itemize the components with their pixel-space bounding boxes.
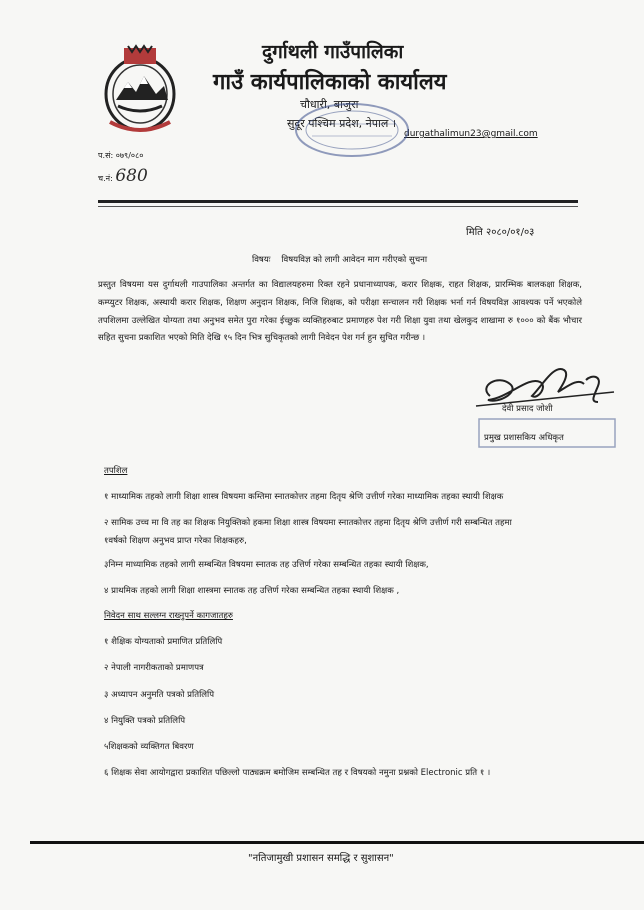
municipality-name: दुर्गाथली गाउँपालिका [262,41,404,63]
tapsil-item: ४ प्राथमिक तहको लागी शिक्षा शास्त्रमा स्नातक तह उत्तिर्ण गरेका सम्बन्धित तहका स्थायी शिक्षक , [104,586,400,596]
subject-label: विषयः [252,255,271,265]
signatory-name: देवी प्रसाद जोशी [502,404,553,414]
signatory-title: प्रमुख प्रशासकिय अधिकृत [484,433,564,443]
header-divider [98,200,578,203]
tapsil-item: १ माध्यामिक तहको लागी शिक्षा शास्त्र विषयमा कम्तिमा स्नातकोत्तर तहमा दितृय श्रेणि उत्तीर्ण गरेका माध्यामिक तहका स्थायी शिक्षक [104,492,504,502]
notice-body: प्रस्तुत विषयमा यस दुर्गाथली गाउपालिका अन्तर्गत का विद्यालयहरुमा रिक्त रहने प्रधानाध्यापक, करार शिक्षक, राहत शिक्षक, प्रारम्भिक बालकक्षा शिक्षक, कम्प्युटर शिक्षक, अस्थायी करार शिक्षक, शिक्षण अनुदान शिक्षक, निजि शिक्षक, को परीक्षा सन्चालन गरी शिक्षक भर्ना गर्न विषयविज्ञ आवश्यक पर्ने भएकोले तपशिलमा उल्लेखित योग्यता तथा अनुभव समेत पुरा गरेका ईच्छुक व्यक्तिहरुबाट प्रमाणहरु पेश गरी शिक्षा युवा तथा खेलकुद शाखामा रु १००० को बैंक भौचार सहित सुचना प्रकाशित भएको मिति देखि १५ दिन भित्र सुचिकृतको लागी निवेदन पेश गर्न हुन सुचित गरीन्छ । [98,280,582,344]
tapsil-item: १वर्षको शिक्षण अनुभव प्राप्त गरेका शिक्षकहरु, [104,536,247,546]
office-place: चौधारी, बाजुरा [300,98,359,111]
attachment-item: ६ शिक्षक सेवा आयोगद्वारा प्रकाशित पछिल्लो पाठ्यक्रम बमोजिम सम्बन्धित तह र विषयको नमुना प्रश्नको Electronic प्रति १ । [104,768,491,778]
footer-divider [30,841,644,844]
footer-motto: "नतिजामुखी प्रशासन समद्धि र सुशासन" [248,853,394,864]
header-divider-thin [98,206,578,207]
office-stamp [272,94,488,168]
attachment-item: ४ नियुक्ति पत्रको प्रतिलिपि [104,716,186,726]
tapsil-item: ३निम्न माध्यामिक तहको लागी सम्बन्धित विषयमा स्नातक तह उत्तिर्ण गरेका सम्बन्धित तहका स्थायी शिक्षक, [104,560,429,570]
office-name: गाउँ कार्यपालिकाको कार्यालय [213,70,447,95]
attachment-item: ३ अध्यापन अनुमति पत्रको प्रतिलिपि [104,690,215,700]
office-email[interactable]: durgathalimun23@gmail.com [404,129,538,139]
dispatch-label: च.नं: [98,174,113,183]
attachment-item: २ नेपाली नागरीकताको प्रमाणपत्र [104,663,204,673]
attachment-item: १ शैक्षिक योग्यताको प्रमाणित प्रतिलिपि [104,637,223,647]
subject-text: विषयविज्ञ को लागी आवेदन माग गरीएको सुचना [281,255,428,265]
tapsil-item: २ सामिक उच्च मा वि तह का शिक्षक नियुक्तिको हकमा शिक्षा शास्त्र विषयमा स्नातकोत्तर तहमा दितृय श्रेणि उत्तीर्ण गरी सम्बन्धित तहमा [104,518,512,528]
office-province: सुदूर पश्चिम प्रदेश, नेपाल । [287,117,397,130]
dispatch-number: 680 [115,166,148,186]
attachments-heading: निवेदन साथ सल्लग्न राख्नुपर्ने कागजातहरु [104,611,233,621]
letter-date: मिति २०८०/०१/०३ [466,227,535,238]
government-emblem-logo [98,42,182,134]
attachment-item: ५शिक्षकको व्यक्तिगत बिवरण [104,742,194,752]
reference-number: प.सं: ०७९/०८० [98,151,144,160]
subject-line [252,254,427,265]
dispatch-number-row [98,166,148,186]
tapsil-heading: तपशिल [104,466,128,476]
